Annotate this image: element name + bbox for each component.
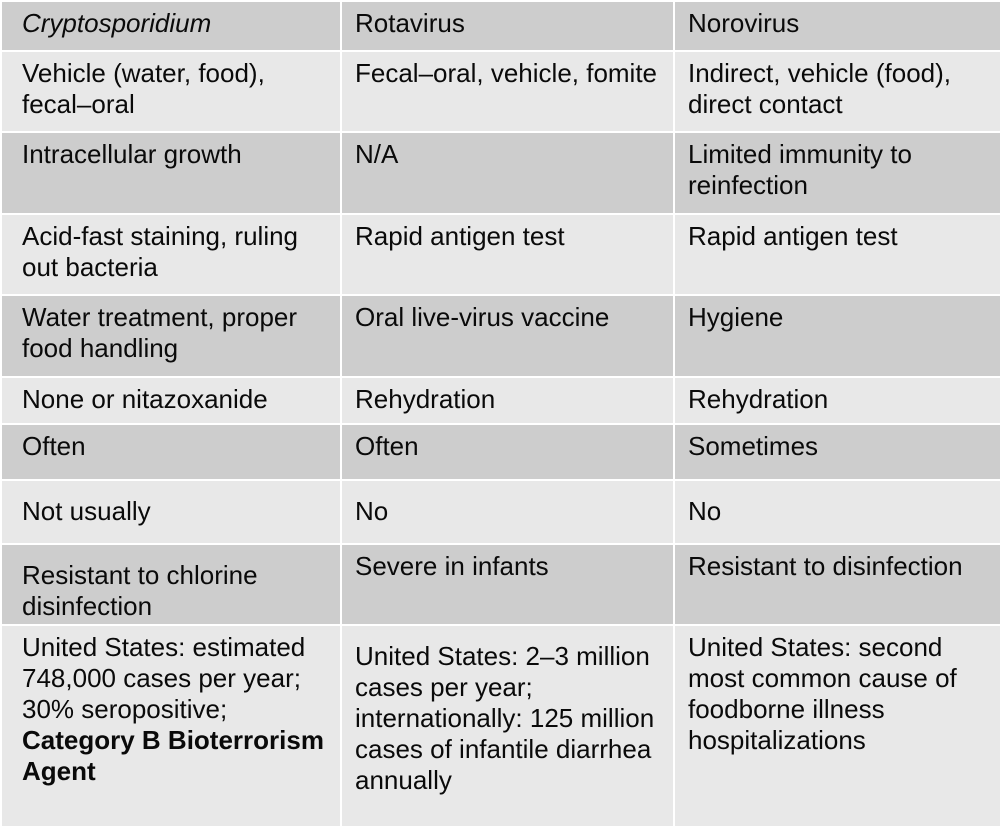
table-cell: Fecal–oral, vehicle, fomite — [341, 51, 674, 132]
table-row — [1, 377, 1000, 424]
table-row — [1, 625, 1000, 827]
table-row — [1, 424, 1000, 480]
table-cell: Acid-fast staining, ruling out bacteria — [1, 214, 341, 295]
table-cell: N/A — [341, 132, 674, 214]
table-cell: Limited immunity to reinfection — [674, 132, 1000, 214]
table-row — [1, 295, 1000, 377]
table-row — [1, 544, 1000, 625]
table-cell: Resistant to disinfection — [674, 544, 1000, 625]
table-row — [1, 480, 1000, 544]
table-row — [1, 132, 1000, 214]
header-norovirus: Norovirus — [674, 1, 1000, 51]
table-cell: No — [674, 480, 1000, 544]
table-cell: Rapid antigen test — [341, 214, 674, 295]
table-cell: Oral live-virus vaccine — [341, 295, 674, 377]
table-cell: Rehydration — [341, 377, 674, 424]
header-rotavirus: Rotavirus — [341, 1, 674, 51]
cell-text: United States: estimated 748,000 cases per year; 30% seropositive; — [22, 632, 306, 724]
table-cell: Intracellular growth — [1, 132, 341, 214]
table-cell: Not usually — [1, 480, 341, 544]
table-cell: Severe in infants — [341, 544, 674, 625]
table-cell: Water treatment, proper food handling — [1, 295, 341, 377]
table-row — [1, 51, 1000, 132]
table-cell: Often — [341, 424, 674, 480]
table-cell: Rapid antigen test — [674, 214, 1000, 295]
header-cryptosporidium-label: Cryptosporidium — [22, 8, 212, 38]
table-cell: Rehydration — [674, 377, 1000, 424]
bioterrorism-category-label: Category B Bioterrorism Agent — [22, 725, 324, 786]
table-cell: No — [341, 480, 674, 544]
table-cell: Indirect, vehicle (food), direct contact — [674, 51, 1000, 132]
table-cell — [1, 625, 341, 827]
header-cryptosporidium — [1, 1, 341, 51]
table-cell: Vehicle (water, food), fecal–oral — [1, 51, 341, 132]
table-cell: Resistant to chlorine disinfection — [1, 544, 341, 625]
table-cell: None or nitazoxanide — [1, 377, 341, 424]
table-cell: Hygiene — [674, 295, 1000, 377]
table-cell: Sometimes — [674, 424, 1000, 480]
table-cell: United States: second most common cause of foodborne illness hospitalizations — [674, 625, 1000, 827]
table-row — [1, 214, 1000, 295]
table-cell: United States: 2–3 million cases per year; internationally: 125 million cases of infantile diarrhea annually — [341, 625, 674, 827]
table-header-row — [1, 1, 1000, 51]
table-cell: Often — [1, 424, 341, 480]
